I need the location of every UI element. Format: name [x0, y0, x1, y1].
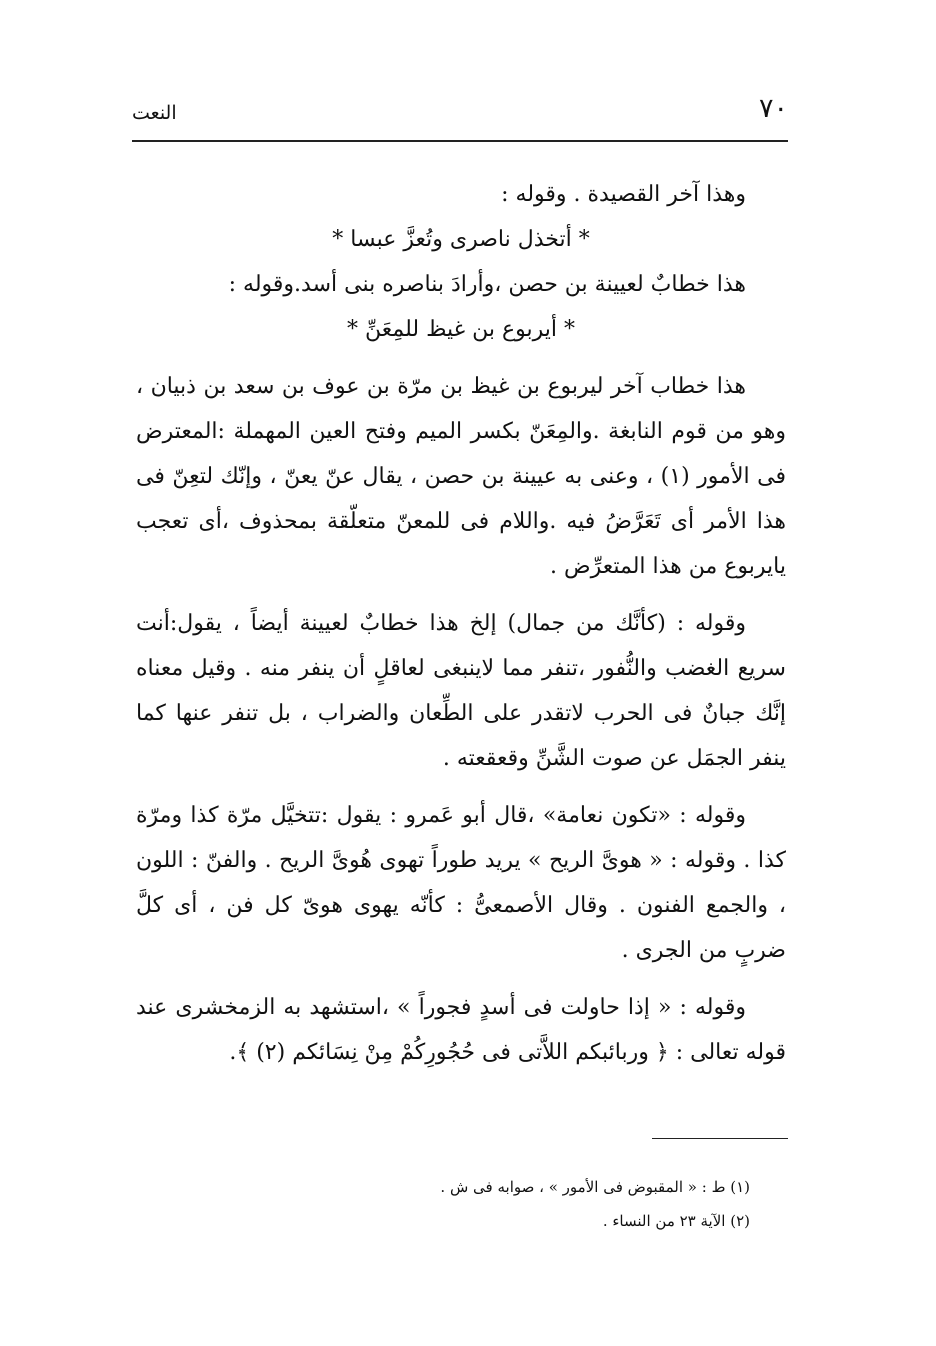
verse-1: * أتخذل ناصرى وتُعزَّ عبسا *: [332, 227, 590, 252]
page-number: ٧٠: [758, 93, 788, 124]
footnote-1: (١) ط : « المقبوض فى الأمور » ، صوابه فى ش .: [440, 1178, 750, 1196]
paragraph-4: وقوله : (كأنَّك من جمال) إلخ هذا خطابٌ لعيينة أيضاً ، يقول:أنت سريع الغضب والنُّفور ،تنفر مما لاينبغى لعاقلٍ أن ينفر منه . وقيل معناه إنَّك جبانٌ فى الحرب لاتقدر على الطِّعان والضراب ، بل تنفر عنها كما ينفر الجمَل عن صوت الشَّنِّ وقعقعته .: [136, 611, 786, 771]
header-rule: [132, 140, 788, 142]
footnote-rule: [652, 1138, 788, 1139]
page-header: [132, 92, 788, 132]
paragraph-5: وقوله : «تكون نعامة» ،قال أبو عَمرو : يقول :تتخيَّل مرّة كذا ومرّة كذا . وقوله : « هوىَّ الريح » يريد طوراً تهوى هُوىَّ الريح . والفنّ : اللون ، والجمع الفنون . وقال الأصمعىُّ : كأنّه يهوى هوىّ كل فن ، أى كلَّ ضربٍ من الجرى .: [136, 803, 786, 963]
running-title: النعت: [132, 102, 177, 124]
main-text: [136, 172, 786, 1075]
paragraph-2: هذا خطابٌ لعيينة بن حصن ،وأرادَ بناصره بنى أسد.وقوله :: [228, 272, 746, 297]
footnotes: [136, 1170, 750, 1238]
paragraph-1: وهذا آخر القصيدة . وقوله :: [501, 182, 746, 207]
footnote-2: (٢) الآية ٢٣ من النساء .: [602, 1212, 750, 1230]
verse-2: * أيربوع بن غيظ للمِعَنِّ *: [347, 317, 575, 342]
paragraph-3: هذا خطاب آخر ليربوع بن غيظ بن مرّة بن عوف بن سعد بن ذبيان ، وهو من قوم النابغة .والمِعَنّ بكسر الميم وفتح العين المهملة :المعترض فى الأمور (١) ، وعنى به عيينة بن حصن ، يقال عنّ يعنّ ، وإنّك لتعِنّ فى هذا الأمر أى تَعَرَّضُ فيه .واللام فى للمعنّ متعلّقة بمحذوف ،أى تعجب يايربوع من هذا المتعرِّض .: [136, 374, 786, 579]
paragraph-6: وقوله : « إذا حاولت فى أسدٍ فجوراً » ،استشهد به الزمخشرى عند قوله تعالى : ﴿ وربائبكم اللاَّتى فى حُجُورِكُمْ مِنْ نِسَائكم (٢) ﴾.: [136, 995, 786, 1065]
